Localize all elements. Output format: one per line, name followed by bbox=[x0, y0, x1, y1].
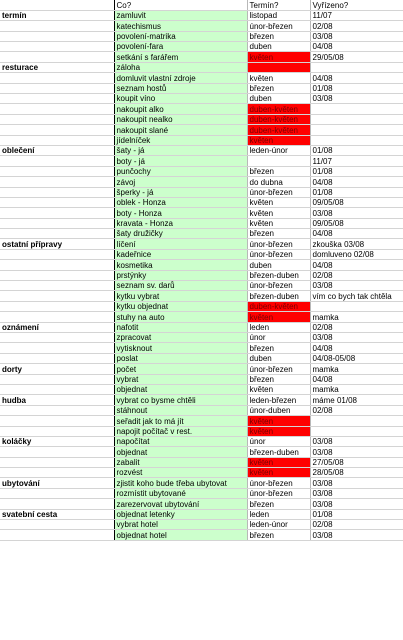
section-cell bbox=[0, 488, 114, 498]
status-cell: mamka bbox=[310, 364, 403, 374]
task-cell: nafotit bbox=[114, 322, 247, 332]
status-cell: 01/08 bbox=[310, 83, 403, 93]
table-row bbox=[0, 260, 403, 270]
header-when: Termín? bbox=[247, 0, 310, 10]
table-row bbox=[0, 10, 403, 20]
table-row bbox=[0, 312, 403, 322]
status-cell: 11/07 bbox=[310, 10, 403, 20]
task-cell: nakoupit slané bbox=[114, 125, 247, 135]
deadline-cell: únor-březen bbox=[247, 478, 310, 488]
section-cell bbox=[0, 21, 114, 31]
status-cell: 03/08 bbox=[310, 447, 403, 457]
section-label: ostatní přípravy bbox=[0, 239, 114, 249]
deadline-cell: květen bbox=[247, 197, 310, 207]
status-cell bbox=[310, 416, 403, 426]
deadline-cell: březen-duben bbox=[247, 291, 310, 301]
deadline-cell: únor-březen bbox=[247, 249, 310, 259]
status-cell: 04/08 bbox=[310, 177, 403, 187]
table-row bbox=[0, 395, 403, 405]
section-cell bbox=[0, 249, 114, 259]
table-row bbox=[0, 281, 403, 291]
task-cell: kadeřnice bbox=[114, 249, 247, 259]
task-cell: povolení-matrika bbox=[114, 31, 247, 41]
deadline-cell: únor bbox=[247, 436, 310, 446]
section-cell bbox=[0, 177, 114, 187]
status-cell: vím co bych tak chtěla bbox=[310, 291, 403, 301]
table-row bbox=[0, 468, 403, 478]
deadline-cell: březen bbox=[247, 229, 310, 239]
table-row bbox=[0, 177, 403, 187]
deadline-cell: březen-duben bbox=[247, 447, 310, 457]
section-label: oblečení bbox=[0, 145, 114, 155]
section-cell bbox=[0, 426, 114, 436]
deadline-cell: duben bbox=[247, 94, 310, 104]
section-cell bbox=[0, 457, 114, 467]
section-cell bbox=[0, 312, 114, 322]
status-cell: 02/08 bbox=[310, 21, 403, 31]
table-row bbox=[0, 405, 403, 415]
task-cell: oblek - Honza bbox=[114, 197, 247, 207]
header-row bbox=[0, 0, 403, 10]
section-label: hudba bbox=[0, 395, 114, 405]
task-cell: šaty družičky bbox=[114, 229, 247, 239]
deadline-cell: listopad bbox=[247, 10, 310, 20]
status-cell bbox=[310, 104, 403, 114]
table-row bbox=[0, 114, 403, 124]
section-cell bbox=[0, 447, 114, 457]
section-cell bbox=[0, 197, 114, 207]
table-row bbox=[0, 374, 403, 384]
task-cell: vybrat bbox=[114, 374, 247, 384]
deadline-cell: únor-březen bbox=[247, 239, 310, 249]
table-row bbox=[0, 239, 403, 249]
deadline-cell: únor-březen bbox=[247, 21, 310, 31]
task-cell: rozvést bbox=[114, 468, 247, 478]
status-cell: 03/08 bbox=[310, 208, 403, 218]
section-cell bbox=[0, 499, 114, 509]
deadline-cell: duben bbox=[247, 260, 310, 270]
table-row bbox=[0, 73, 403, 83]
deadline-cell: květen bbox=[247, 457, 310, 467]
task-cell: kravata - Honza bbox=[114, 218, 247, 228]
table-row bbox=[0, 31, 403, 41]
header-done: Vyřízeno? bbox=[310, 0, 403, 10]
deadline-cell: květen bbox=[247, 426, 310, 436]
status-cell: 29/05/08 bbox=[310, 52, 403, 62]
status-cell: 02/08 bbox=[310, 405, 403, 415]
table-row bbox=[0, 488, 403, 498]
status-cell: 01/08 bbox=[310, 509, 403, 519]
status-cell bbox=[310, 125, 403, 135]
table-row bbox=[0, 520, 403, 530]
status-cell bbox=[310, 62, 403, 72]
table-row bbox=[0, 364, 403, 374]
task-cell: zabalit bbox=[114, 457, 247, 467]
status-cell: 03/08 bbox=[310, 436, 403, 446]
table-row bbox=[0, 270, 403, 280]
task-cell: seřadit jak to má jít bbox=[114, 416, 247, 426]
task-cell: boty - já bbox=[114, 156, 247, 166]
section-cell bbox=[0, 333, 114, 343]
status-cell: 09/05/08 bbox=[310, 197, 403, 207]
status-cell: 02/08 bbox=[310, 520, 403, 530]
task-cell: napojit počítač v rest. bbox=[114, 426, 247, 436]
section-cell bbox=[0, 530, 114, 540]
table-row bbox=[0, 478, 403, 488]
table-row bbox=[0, 333, 403, 343]
deadline-cell: duben-květen bbox=[247, 104, 310, 114]
section-cell bbox=[0, 83, 114, 93]
section-cell bbox=[0, 260, 114, 270]
task-cell: objednat hotel bbox=[114, 530, 247, 540]
deadline-cell: leden bbox=[247, 509, 310, 519]
status-cell: 03/08 bbox=[310, 488, 403, 498]
task-cell: objednat bbox=[114, 384, 247, 394]
section-cell bbox=[0, 94, 114, 104]
task-cell: boty - Honza bbox=[114, 208, 247, 218]
status-cell bbox=[310, 135, 403, 145]
table-row bbox=[0, 291, 403, 301]
deadline-cell: únor bbox=[247, 333, 310, 343]
table-row bbox=[0, 187, 403, 197]
table-row bbox=[0, 530, 403, 540]
deadline-cell bbox=[247, 156, 310, 166]
table-row bbox=[0, 509, 403, 519]
status-cell: 03/08 bbox=[310, 499, 403, 509]
task-cell: jídelníček bbox=[114, 135, 247, 145]
deadline-cell: březen bbox=[247, 499, 310, 509]
status-cell: máme 01/08 bbox=[310, 395, 403, 405]
task-cell: objednat letenky bbox=[114, 509, 247, 519]
section-cell bbox=[0, 73, 114, 83]
table-row bbox=[0, 499, 403, 509]
table-row bbox=[0, 249, 403, 259]
table-row bbox=[0, 145, 403, 155]
deadline-cell: duben-květen bbox=[247, 301, 310, 311]
status-cell: 11/07 bbox=[310, 156, 403, 166]
deadline-cell: do dubna bbox=[247, 177, 310, 187]
header-section bbox=[0, 0, 114, 10]
task-cell: napočítat bbox=[114, 436, 247, 446]
task-cell: poslat bbox=[114, 353, 247, 363]
status-cell: 01/08 bbox=[310, 145, 403, 155]
section-cell bbox=[0, 135, 114, 145]
table-row bbox=[0, 426, 403, 436]
deadline-cell: květen bbox=[247, 208, 310, 218]
section-cell bbox=[0, 208, 114, 218]
task-cell: šaty - já bbox=[114, 145, 247, 155]
section-cell bbox=[0, 416, 114, 426]
table-row bbox=[0, 301, 403, 311]
deadline-cell: květen bbox=[247, 135, 310, 145]
status-cell: 03/08 bbox=[310, 478, 403, 488]
task-cell: kosmetika bbox=[114, 260, 247, 270]
deadline-cell: květen bbox=[247, 312, 310, 322]
task-cell: seznam sv. darů bbox=[114, 281, 247, 291]
deadline-cell: únor-březen bbox=[247, 364, 310, 374]
task-cell: zarezervovat ubytování bbox=[114, 499, 247, 509]
status-cell: 03/08 bbox=[310, 94, 403, 104]
task-cell: záloha bbox=[114, 62, 247, 72]
section-cell bbox=[0, 384, 114, 394]
status-cell: 03/08 bbox=[310, 333, 403, 343]
table-row bbox=[0, 125, 403, 135]
deadline-cell: únor-březen bbox=[247, 281, 310, 291]
status-cell: 28/05/08 bbox=[310, 468, 403, 478]
deadline-cell: únor-duben bbox=[247, 405, 310, 415]
table-row bbox=[0, 83, 403, 93]
deadline-cell: květen bbox=[247, 384, 310, 394]
section-cell bbox=[0, 291, 114, 301]
deadline-cell: březen bbox=[247, 530, 310, 540]
table-row bbox=[0, 104, 403, 114]
section-cell bbox=[0, 229, 114, 239]
table-row bbox=[0, 457, 403, 467]
deadline-cell: duben bbox=[247, 353, 310, 363]
table-row bbox=[0, 135, 403, 145]
status-cell: 02/08 bbox=[310, 322, 403, 332]
deadline-cell: únor-březen bbox=[247, 488, 310, 498]
table-row bbox=[0, 208, 403, 218]
deadline-cell: leden-únor bbox=[247, 145, 310, 155]
table-row bbox=[0, 52, 403, 62]
task-cell: nakoupit alko bbox=[114, 104, 247, 114]
task-cell: prstýnky bbox=[114, 270, 247, 280]
section-label: resturace bbox=[0, 62, 114, 72]
deadline-cell: duben-květen bbox=[247, 125, 310, 135]
task-cell: punčochy bbox=[114, 166, 247, 176]
section-label: oznámení bbox=[0, 322, 114, 332]
section-cell bbox=[0, 520, 114, 530]
section-label: termín bbox=[0, 10, 114, 20]
task-cell: vybrat co bysme chtěli bbox=[114, 395, 247, 405]
section-cell bbox=[0, 405, 114, 415]
table-row bbox=[0, 156, 403, 166]
table-row bbox=[0, 384, 403, 394]
section-cell bbox=[0, 218, 114, 228]
status-cell: zkouška 03/08 bbox=[310, 239, 403, 249]
task-cell: vytisknout bbox=[114, 343, 247, 353]
status-cell: 03/08 bbox=[310, 31, 403, 41]
status-cell: domluveno 02/08 bbox=[310, 249, 403, 259]
deadline-cell: květen bbox=[247, 73, 310, 83]
table-row bbox=[0, 322, 403, 332]
deadline-cell: květen bbox=[247, 52, 310, 62]
section-label: svatební cesta bbox=[0, 509, 114, 519]
task-cell: vybrat hotel bbox=[114, 520, 247, 530]
status-cell: 04/08 bbox=[310, 229, 403, 239]
section-cell bbox=[0, 187, 114, 197]
deadline-cell: březen bbox=[247, 31, 310, 41]
task-cell: zpracovat bbox=[114, 333, 247, 343]
deadline-cell: leden bbox=[247, 322, 310, 332]
task-cell: šperky - já bbox=[114, 187, 247, 197]
deadline-cell: květen bbox=[247, 468, 310, 478]
status-cell: 04/08 bbox=[310, 260, 403, 270]
section-cell bbox=[0, 353, 114, 363]
section-cell bbox=[0, 156, 114, 166]
section-label: ubytování bbox=[0, 478, 114, 488]
status-cell bbox=[310, 426, 403, 436]
section-cell bbox=[0, 343, 114, 353]
deadline-cell bbox=[247, 62, 310, 72]
task-cell: zjistit koho bude třeba ubytovat bbox=[114, 478, 247, 488]
table-row bbox=[0, 197, 403, 207]
task-cell: nakoupit nealko bbox=[114, 114, 247, 124]
task-cell: stáhnout bbox=[114, 405, 247, 415]
deadline-cell: leden-únor bbox=[247, 520, 310, 530]
status-cell: mamka bbox=[310, 384, 403, 394]
status-cell: 03/08 bbox=[310, 530, 403, 540]
deadline-cell: březen bbox=[247, 83, 310, 93]
status-cell: 04/08 bbox=[310, 374, 403, 384]
status-cell: 02/08 bbox=[310, 270, 403, 280]
task-cell: katechismus bbox=[114, 21, 247, 31]
task-cell: líčení bbox=[114, 239, 247, 249]
task-cell: domluvit vlastní zdroje bbox=[114, 73, 247, 83]
deadline-cell: květen bbox=[247, 416, 310, 426]
deadline-cell: březen bbox=[247, 166, 310, 176]
table-row bbox=[0, 218, 403, 228]
table-row bbox=[0, 447, 403, 457]
section-cell bbox=[0, 52, 114, 62]
section-label: dorty bbox=[0, 364, 114, 374]
table-row bbox=[0, 229, 403, 239]
status-cell: 01/08 bbox=[310, 166, 403, 176]
status-cell: 04/08 bbox=[310, 343, 403, 353]
section-cell bbox=[0, 104, 114, 114]
task-cell: objednat bbox=[114, 447, 247, 457]
task-cell: rozmístit ubytované bbox=[114, 488, 247, 498]
task-cell: kytku objednat bbox=[114, 301, 247, 311]
deadline-cell: březen bbox=[247, 374, 310, 384]
section-cell bbox=[0, 281, 114, 291]
deadline-cell: březen bbox=[247, 343, 310, 353]
status-cell bbox=[310, 114, 403, 124]
task-cell: setkání s farářem bbox=[114, 52, 247, 62]
status-cell: 03/08 bbox=[310, 281, 403, 291]
section-cell bbox=[0, 31, 114, 41]
task-cell: koupit víno bbox=[114, 94, 247, 104]
section-cell bbox=[0, 166, 114, 176]
status-cell: 04/08 bbox=[310, 73, 403, 83]
section-cell bbox=[0, 114, 114, 124]
status-cell bbox=[310, 301, 403, 311]
task-cell: stuhy na auto bbox=[114, 312, 247, 322]
section-cell bbox=[0, 270, 114, 280]
header-what: Co? bbox=[114, 0, 247, 10]
status-cell: 04/08 bbox=[310, 42, 403, 52]
task-cell: závoj bbox=[114, 177, 247, 187]
deadline-cell: duben bbox=[247, 42, 310, 52]
section-cell bbox=[0, 301, 114, 311]
section-cell bbox=[0, 42, 114, 52]
status-cell: 27/05/08 bbox=[310, 457, 403, 467]
deadline-cell: leden-březen bbox=[247, 395, 310, 405]
table-row bbox=[0, 436, 403, 446]
table-row bbox=[0, 21, 403, 31]
table-row bbox=[0, 343, 403, 353]
section-cell bbox=[0, 125, 114, 135]
status-cell: mamka bbox=[310, 312, 403, 322]
section-label: koláčky bbox=[0, 436, 114, 446]
table-row bbox=[0, 416, 403, 426]
task-cell: počet bbox=[114, 364, 247, 374]
deadline-cell: duben-květen bbox=[247, 114, 310, 124]
deadline-cell: květen bbox=[247, 218, 310, 228]
status-cell: 09/05/08 bbox=[310, 218, 403, 228]
section-cell bbox=[0, 468, 114, 478]
table-row bbox=[0, 42, 403, 52]
task-cell: zamluvit bbox=[114, 10, 247, 20]
table-row bbox=[0, 166, 403, 176]
deadline-cell: únor-březen bbox=[247, 187, 310, 197]
table-row bbox=[0, 94, 403, 104]
section-cell bbox=[0, 374, 114, 384]
table-row bbox=[0, 353, 403, 363]
status-cell: 01/08 bbox=[310, 187, 403, 197]
task-cell: seznam hostů bbox=[114, 83, 247, 93]
task-cell: povolení-fara bbox=[114, 42, 247, 52]
task-cell: kytku vybrat bbox=[114, 291, 247, 301]
deadline-cell: březen-duben bbox=[247, 270, 310, 280]
status-cell: 04/08-05/08 bbox=[310, 353, 403, 363]
table-row bbox=[0, 62, 403, 72]
